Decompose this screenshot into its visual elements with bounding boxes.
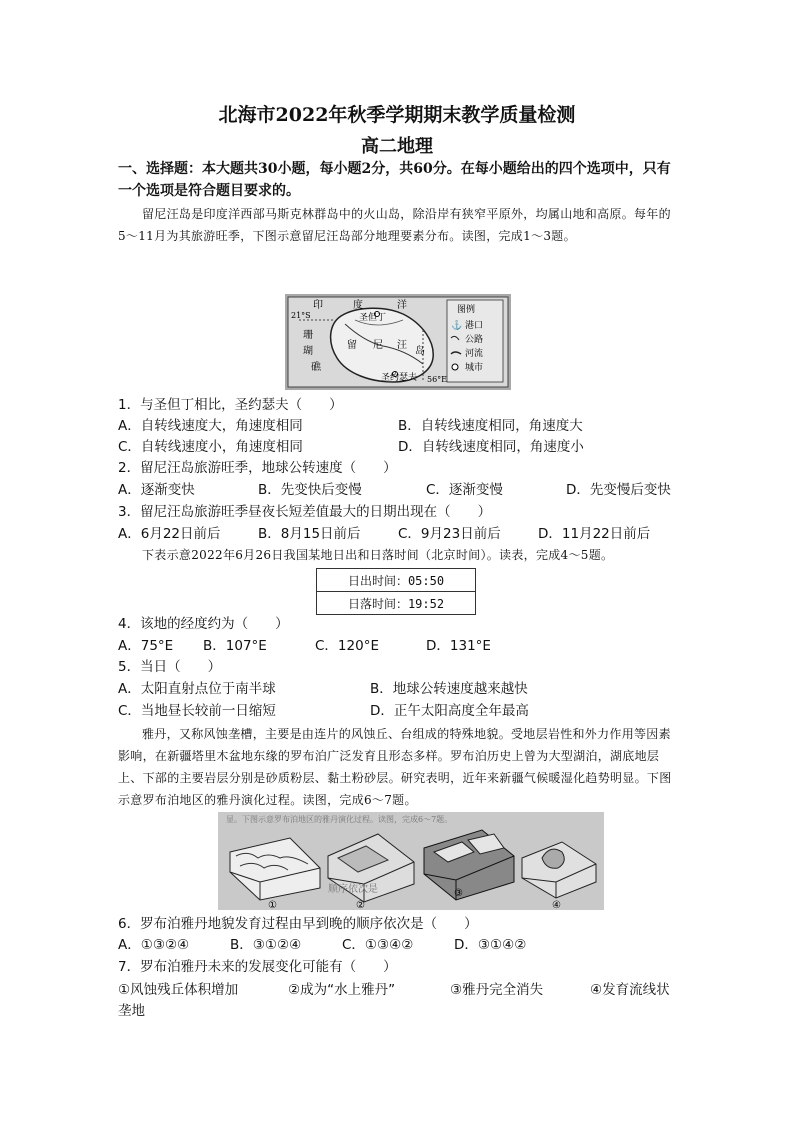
question-4: 4．该地的经度约为（ ） [118,616,289,632]
city-label-top: 圣但丁 [359,313,387,323]
q2-option-c[interactable]: C．逐渐变慢 [426,482,503,498]
q7-item-3[interactable]: ③雅丹完全消失 [450,982,544,998]
coral-label-2: 瑚 [303,346,313,357]
island-label-3: 汪 [397,340,407,351]
q6-option-a[interactable]: A．①③②④ [118,937,190,953]
coral-label-3: 礁 [311,362,321,373]
bleed-text-top: 显。下图示意罗布泊地区的雅丹演化过程。读图，完成6～7题。 [226,815,453,824]
intro-paragraph-1: 留尼汪岛是印度洋西部马斯克林群岛中的火山岛，除沿岸有狭窄平原外，均属山地和高原。每年的5～11月为其旅游旺季，下图示意留尼汪岛部分地理要素分布。读图，完成1～3题。 [118,207,671,243]
question-2: 2．留尼汪岛旅游旺季，地球公转速度（ ） [118,460,397,476]
reunion-map-figure [285,294,511,390]
q5-option-d[interactable]: D．正午太阳高度全年最高 [370,703,529,719]
q2-option-d[interactable]: D．先变慢后变快 [566,482,671,498]
q5-option-b[interactable]: B．地球公转速度越来越快 [370,681,528,697]
q7-item-1[interactable]: ①风蚀残丘体积增加 [118,982,239,998]
q7-item-4-continued: 垄地 [118,1003,145,1019]
exam-title: 北海市2022年秋季学期期末教学质量检测 [218,104,576,126]
exam-subject: 高二地理 [361,136,433,157]
stage-label-2: ② [356,900,365,910]
q5-option-c[interactable]: C．当地昼长较前一日缩短 [118,703,276,719]
q3-option-c[interactable]: C．9月23日前后 [398,526,501,542]
sea-label-1: 印 [313,300,323,311]
q2-option-a[interactable]: A．逐渐变快 [118,482,195,498]
sunrise-sunset-table [316,568,476,615]
city-icon [452,364,458,370]
latitude-label: 21°S [291,311,311,320]
intro-paragraph-3: 雅丹，又称风蚀垄槽，主要是由连片的风蚀丘、台组成的特殊地貌。受地层岩性和外力作用等因素影响，在新疆塔里木盆地东缘的罗布泊广泛发育且形态多样。罗布泊历史上曾为大型湖泊，湖底地层上、下部的主要岩层分别是砂质粉层、黏土粉砂层。研究表明，近年来新疆气候暖湿化趋势明显。下图示意罗布泊地区的雅丹演化过程。读图，完成6～7题。 [118,727,672,807]
island-label-1: 留 [347,340,357,351]
island-label-4: 岛 [415,346,425,357]
q1-option-d[interactable]: D．自转线速度相同，角速度小 [398,439,584,455]
legend-city: 城市 [465,363,484,373]
question-3: 3．留尼汪岛旅游旺季昼夜长短差值最大的日期出现在（ ） [118,504,492,520]
stage-label-3: ③ [454,888,463,899]
intro-paragraph-2: 下表示意2022年6月26日我国某地日出和日落时间（北京时间）。读表，完成4～5题。 [142,548,614,562]
legend-road: 公路 [465,335,484,345]
q1-option-a[interactable]: A．自转线速度大，角速度相同 [118,418,303,434]
q6-option-c[interactable]: C．①③④② [342,937,414,953]
city-label-bottom: 圣约瑟夫 [381,373,418,383]
q4-option-b[interactable]: B．107°E [203,638,267,654]
legend-port: 港口 [465,321,484,331]
legend-title: 图例 [457,305,476,315]
q4-option-c[interactable]: C．120°E [315,638,379,654]
question-6: 6．罗布泊雅丹地貌发育过程由早到晚的顺序依次是（ ） [118,916,478,932]
q5-option-a[interactable]: A．太阳直射点位于南半球 [118,681,276,697]
yardang-evolution-figure [218,812,604,910]
stage-label-4: ④ [552,900,561,910]
longitude-label: 56°E [427,375,448,384]
q4-option-a[interactable]: A．75°E [118,638,174,654]
q6-option-b[interactable]: B．③①②④ [230,937,302,953]
section-heading: 一、选择题：本大题共30小题，每小题2分，共60分。在每小题给出的四个选项中，只有一个选项是符合题目要求的。 [118,161,671,199]
q1-option-c[interactable]: C．自转线速度小，角速度相同 [118,439,303,455]
port-icon: ⚓ [451,321,463,331]
q7-item-2[interactable]: ②成为“水上雅丹” [288,982,396,998]
q2-option-b[interactable]: B．先变快后变慢 [258,482,362,498]
q6-option-d[interactable]: D．③①④② [454,937,527,953]
coral-label-1: 珊 [303,330,313,341]
q3-option-d[interactable]: D．11月22日前后 [538,526,651,542]
q4-option-d[interactable]: D．131°E [426,638,491,654]
q3-option-a[interactable]: A．6月22日前后 [118,526,221,542]
sea-label-2: 度 [353,300,363,311]
q7-item-4[interactable]: ④发育流线状 [590,982,670,998]
q1-option-b[interactable]: B．自转线速度相同，角速度大 [398,418,583,434]
sea-label-3: 洋 [397,300,407,311]
sunset-cell: 日落时间：19:52 [317,592,476,615]
question-5: 5．当日（ ） [118,659,222,675]
island-label-2: 尼 [373,340,383,351]
stage-label-1: ① [268,900,277,910]
sunrise-cell: 日出时间：05:50 [317,569,476,592]
bleed-text-bottom: 顺序依次是 [328,884,378,895]
q3-option-b[interactable]: B．8月15日前后 [258,526,361,542]
question-7: 7．罗布泊雅丹未来的发展变化可能有（ ） [118,959,397,975]
legend-river: 河流 [465,349,484,359]
question-1: 1．与圣但丁相比，圣约瑟夫（ ） [118,397,343,413]
